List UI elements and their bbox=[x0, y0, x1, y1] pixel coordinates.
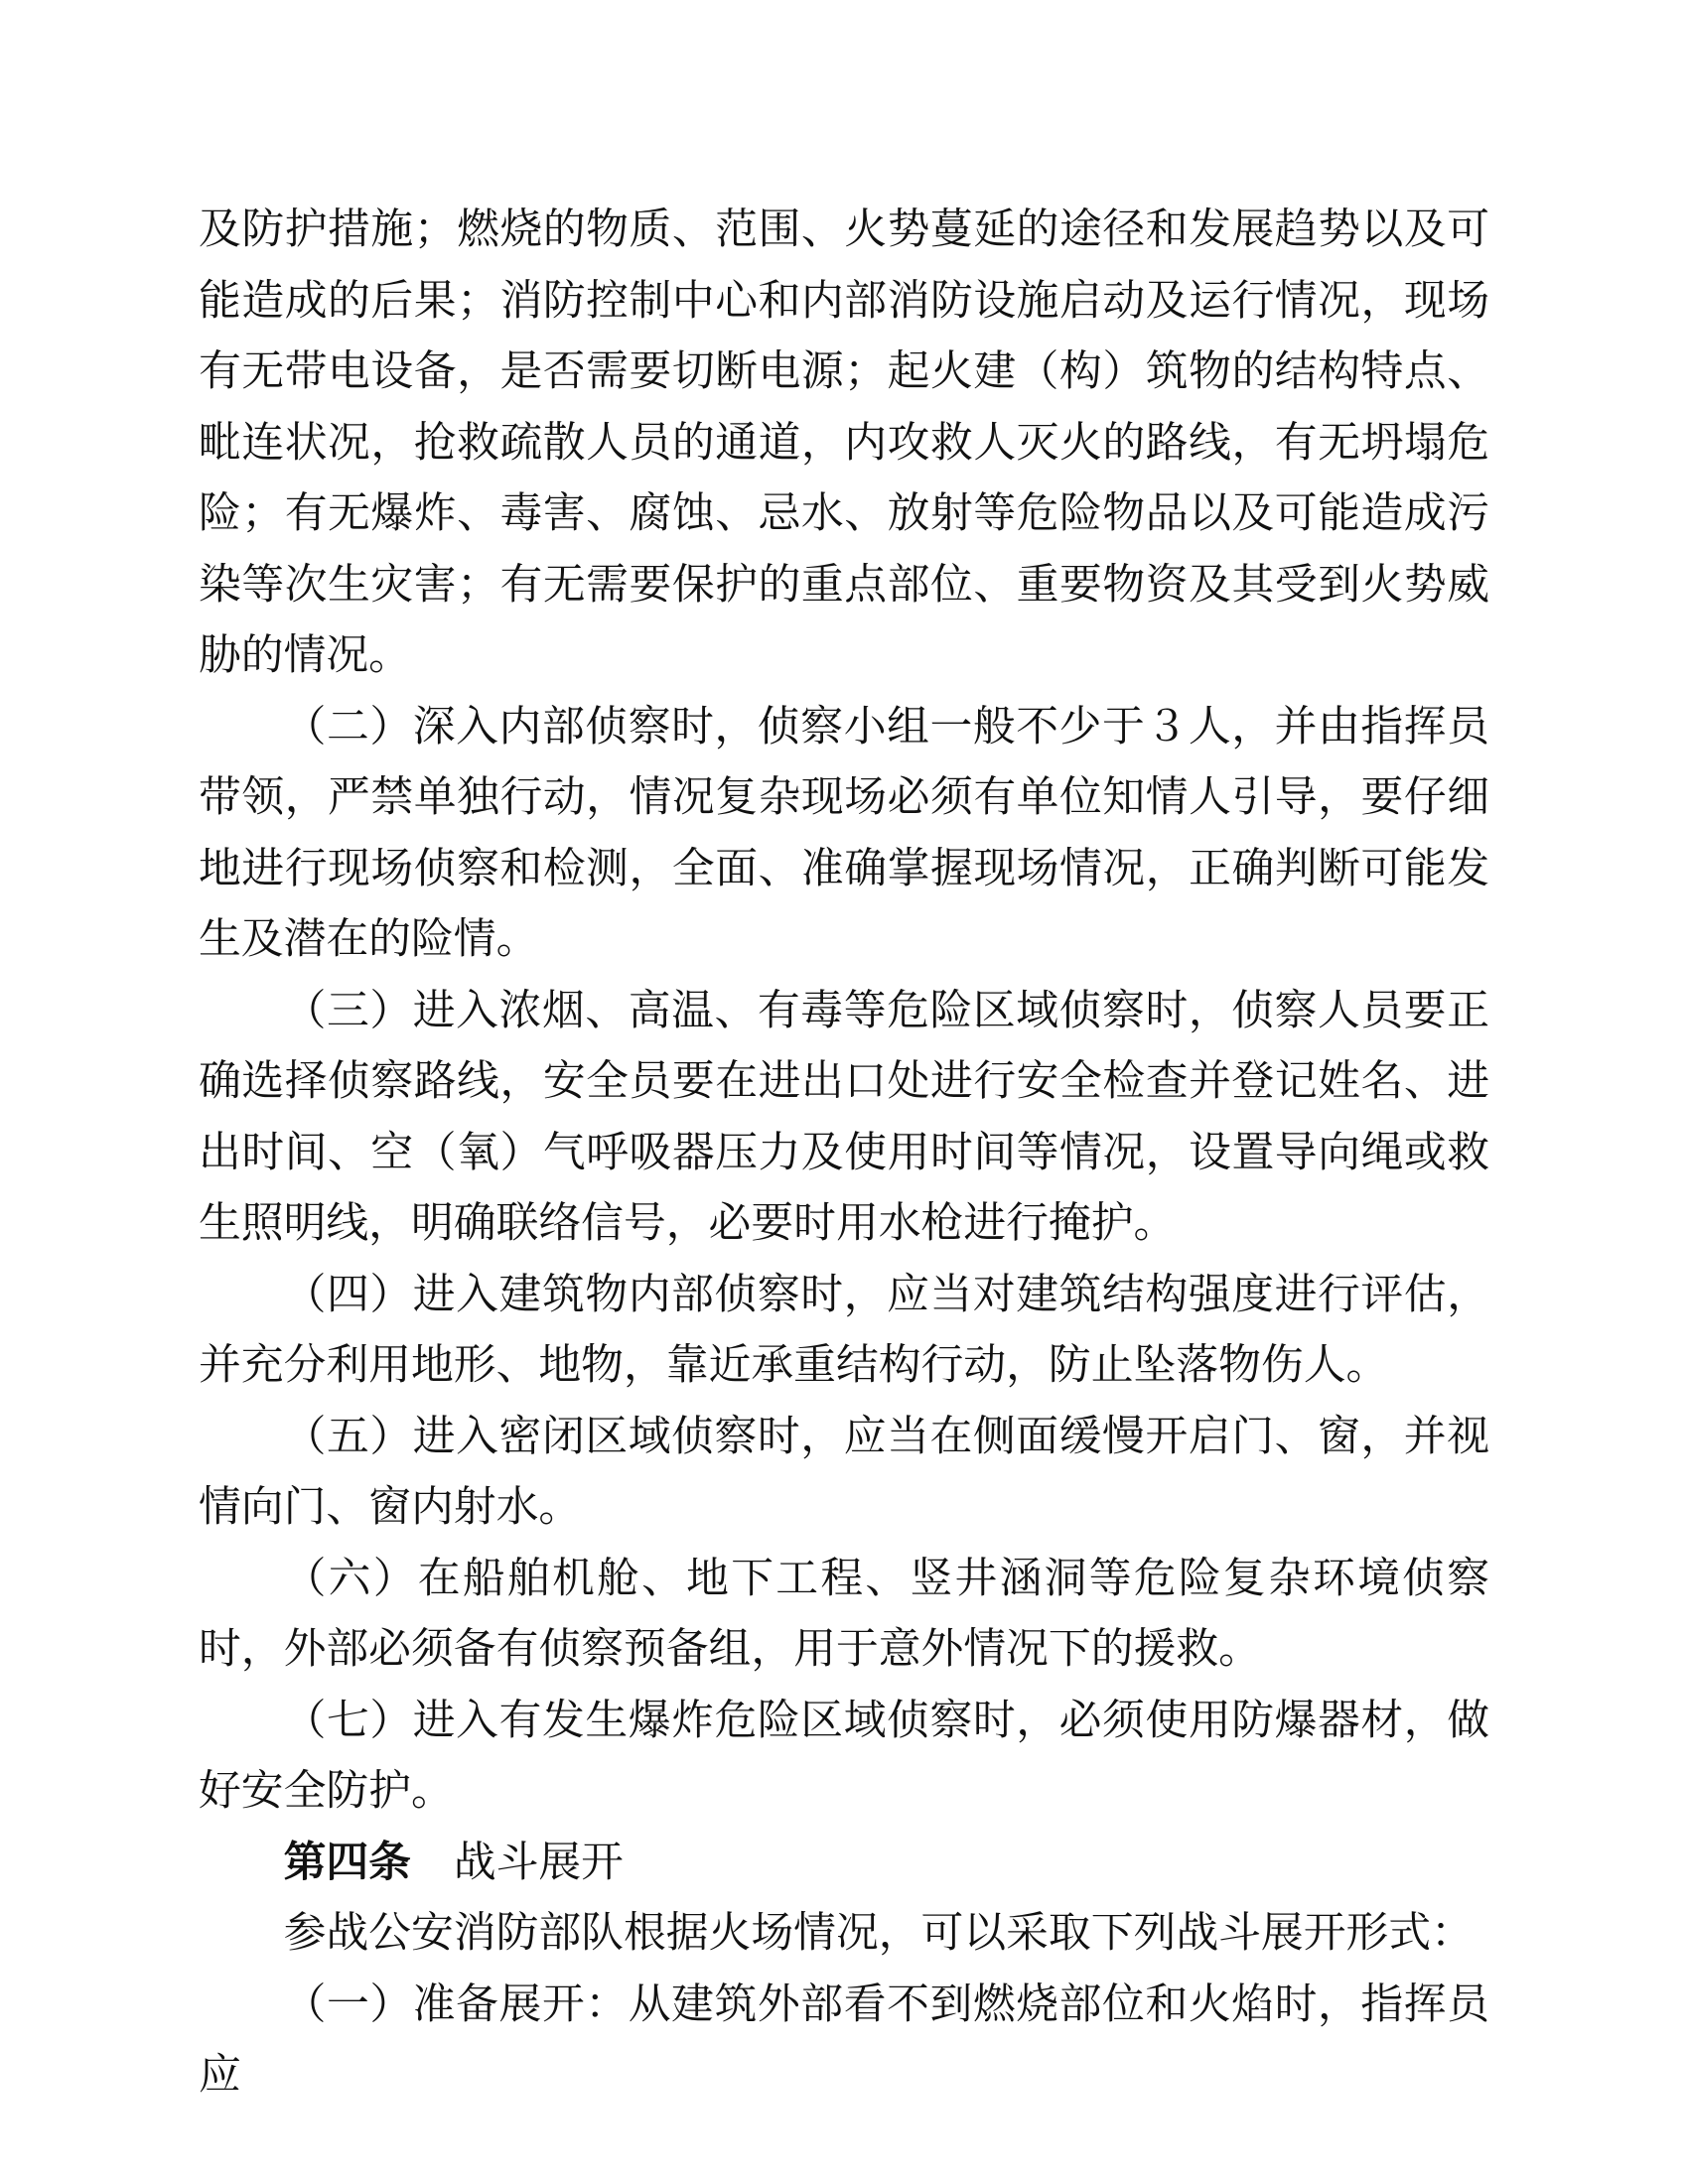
document-page bbox=[199, 195, 1489, 2112]
paragraph-item-5: （五）进入密闭区域侦察时，应当在侧面缓慢开启门、窗，并视情向门、窗内射水。 bbox=[199, 1411, 1489, 1532]
paragraph-continued: 及防护措施；燃烧的物质、范围、火势蔓延的途径和发展趋势以及可能造成的后果；消防控制中心和内部消防设施启动及运行情况，现场有无带电设备，是否需要切断电源；起火建（构）筑物的结构特点、毗连状况，抢救疏散人员的通道，内攻救人灭火的路线，有无坍塌危险；有无爆炸、毒害、腐蚀、忌水、放射等危险物品以及可能造成污染等次生灾害；有无需要保护的重点部位、重要物资及其受到火势威胁的情况。 bbox=[199, 205, 1489, 680]
paragraph-item-4: （四）进入建筑物内部侦察时，应当对建筑结构强度进行评估，并充分利用地形、地物，靠近承重结构行动，防止坠落物伤人。 bbox=[199, 1269, 1489, 1390]
article-title: 战斗展开 bbox=[453, 1837, 624, 1887]
article-number: 第四条 bbox=[283, 1837, 411, 1887]
paragraph-item-7: （七）进入有发生爆炸危险区域侦察时，必须使用防爆器材，做好安全防护。 bbox=[199, 1695, 1489, 1816]
article-intro-paragraph: 参战公安消防部队根据火场情况，可以采取下列战斗展开形式： bbox=[283, 1908, 1474, 1958]
paragraph-item-1-partial: （一）准备展开：从建筑外部看不到燃烧部位和火焰时，指挥员应 bbox=[199, 1979, 1489, 2100]
paragraph-item-6: （六）在船舶机舱、地下工程、竖井涵洞等危险复杂环境侦察时，外部必须备有侦察预备组，用于意外情况下的援救。 bbox=[199, 1553, 1489, 1674]
article-heading bbox=[199, 1828, 1489, 1899]
paragraph-item-2: （二）深入内部侦察时，侦察小组一般不少于３人，并由指挥员带领，严禁单独行动，情况复杂现场必须有单位知情人引导，要仔细地进行现场侦察和检测，全面、准确掌握现场情况，正确判断可能发生及潜在的险情。 bbox=[199, 701, 1489, 964]
paragraph-item-3: （三）进入浓烟、高温、有毒等危险区域侦察时，侦察人员要正确选择侦察路线，安全员要在进出口处进行安全检查并登记姓名、进出时间、空（氧）气呼吸器压力及使用时间等情况，设置导向绳或救生照明线，明确联络信号，必要时用水枪进行掩护。 bbox=[199, 985, 1489, 1248]
